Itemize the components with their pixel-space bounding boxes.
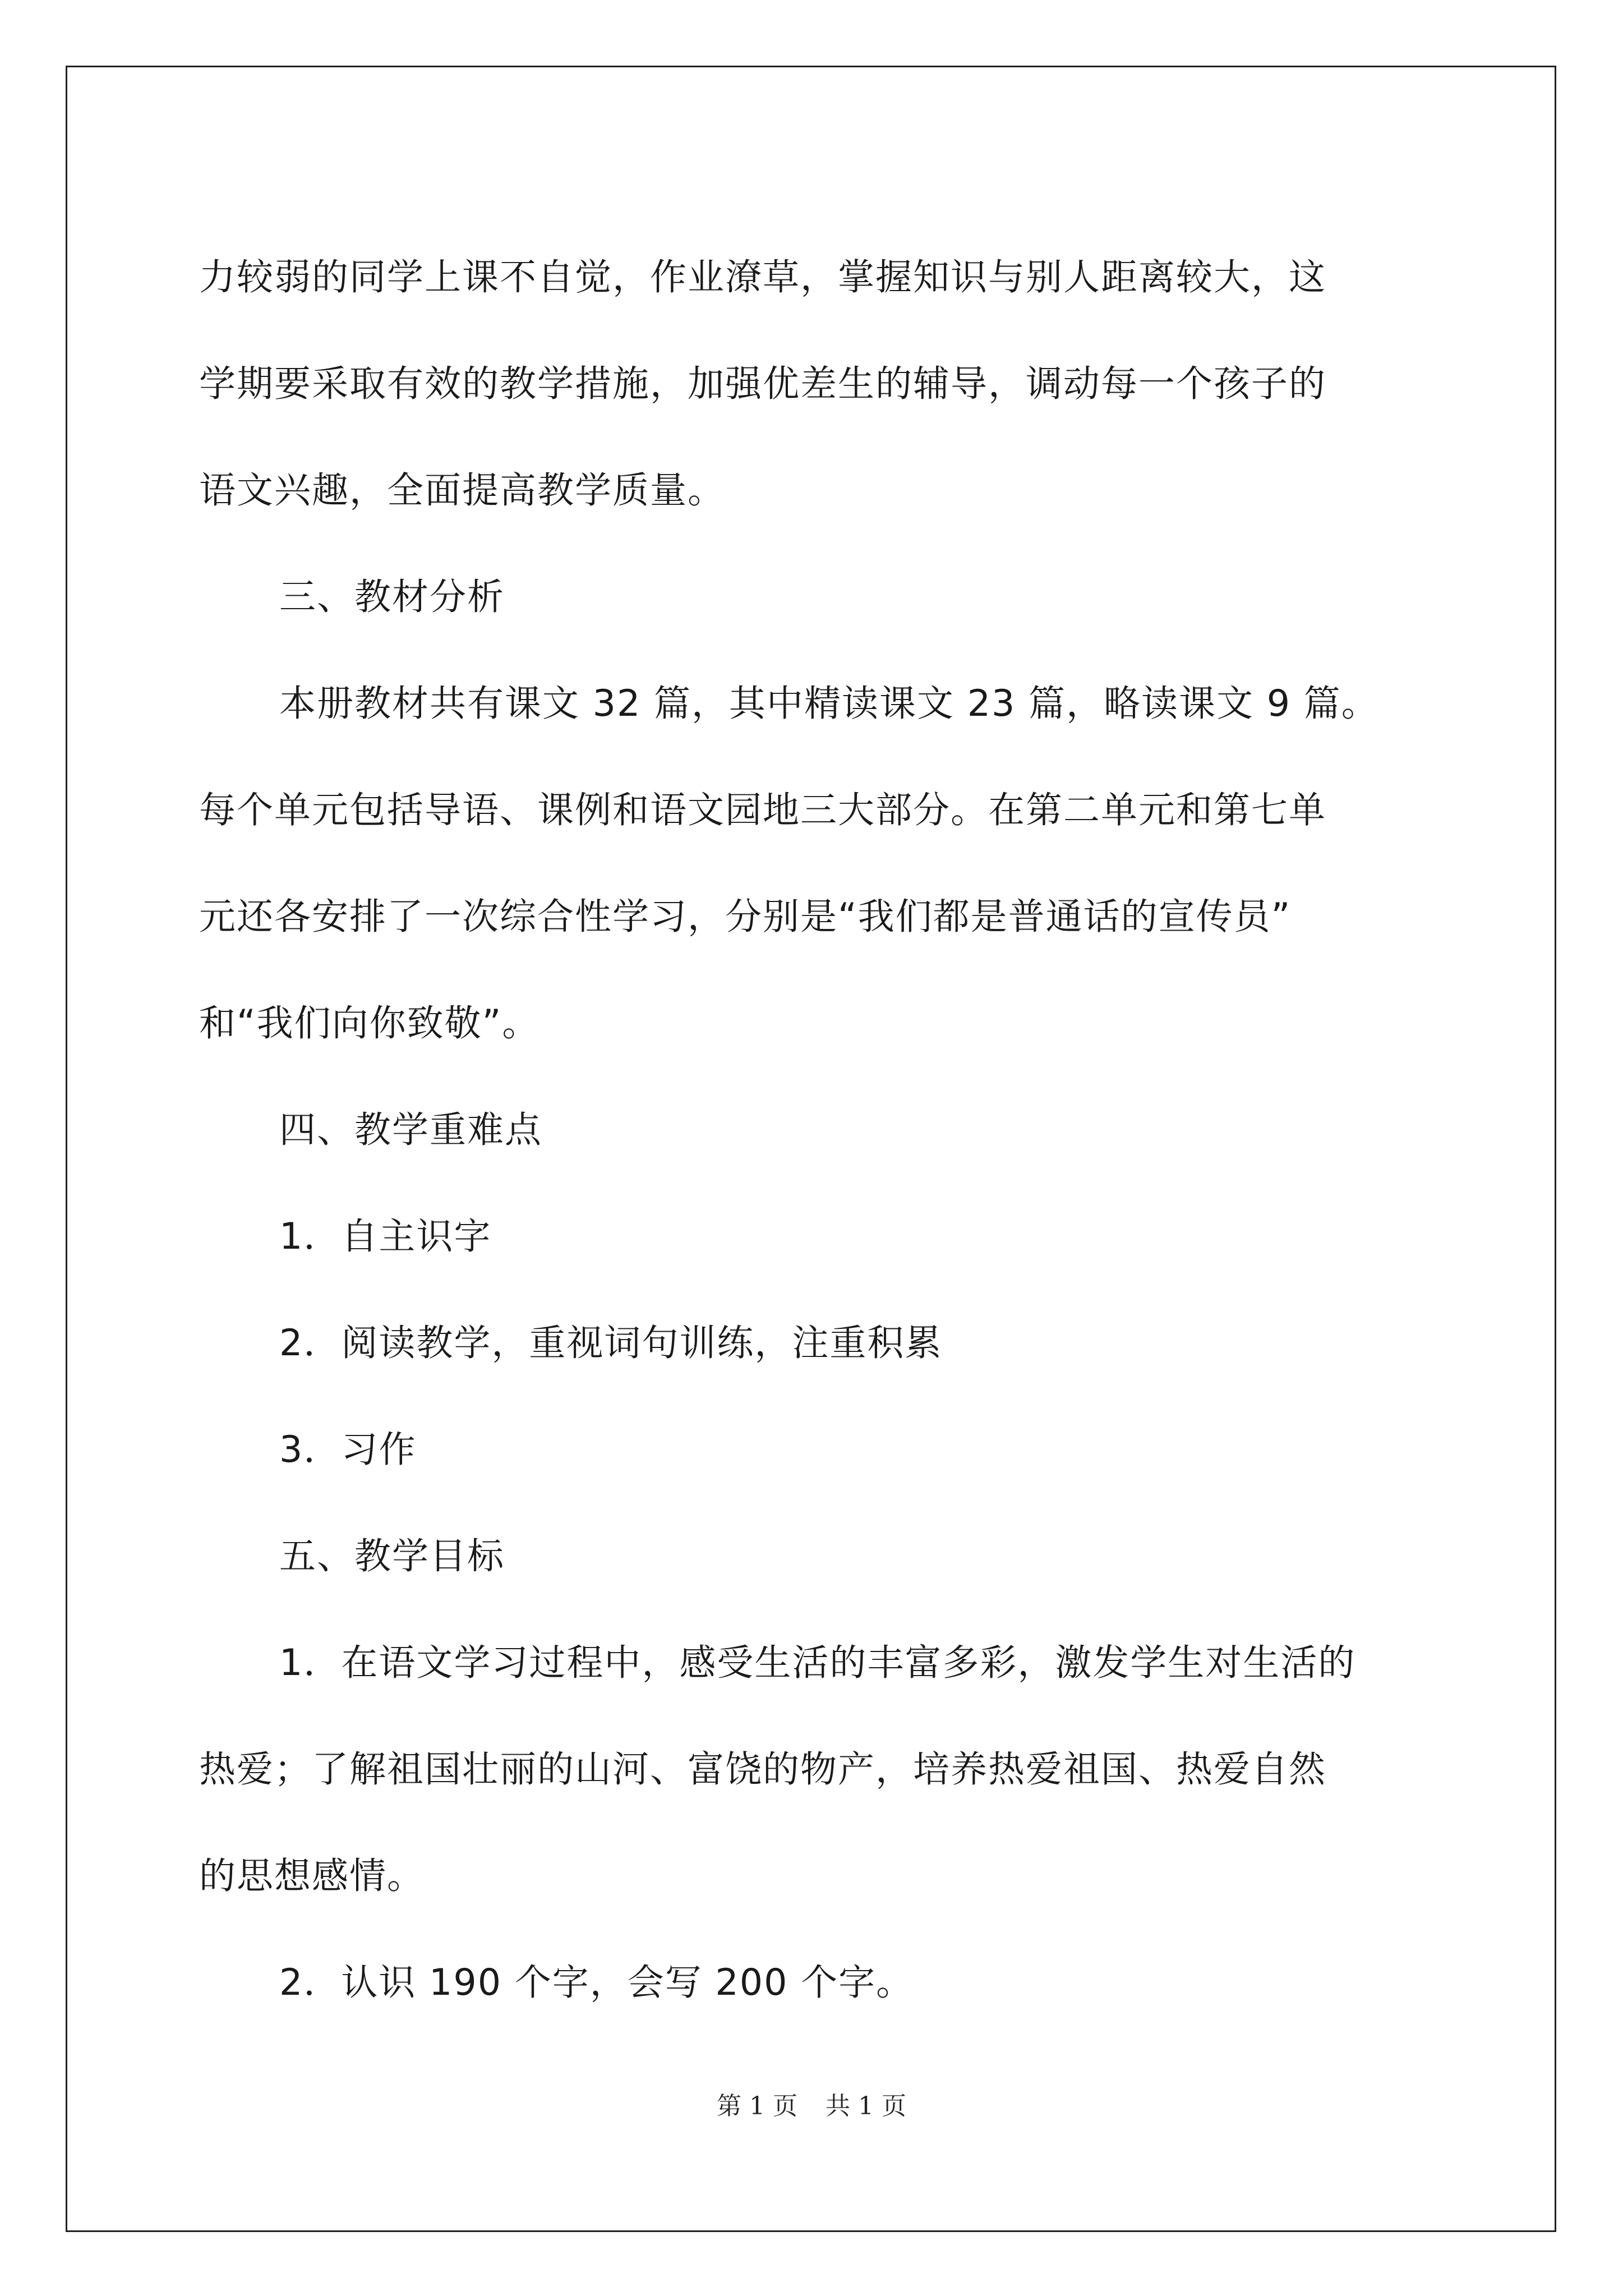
section-heading: 三、教材分析: [279, 576, 505, 618]
page-number: 第 1 页: [717, 2092, 797, 2120]
paragraph-line: 学期要采取有效的教学措施，加强优差生的辅导，调动每一个孩子的: [199, 363, 1327, 405]
paragraph-line: 热爱；了解祖国壮丽的山河、富饶的物产，培养热爱祖国、热爱自然: [199, 1749, 1327, 1791]
paragraph-line: 每个单元包括导语、课例和语文园地三大部分。在第二单元和第七单: [199, 789, 1327, 831]
list-item: 1．自主识字: [279, 1216, 492, 1258]
list-item: 2．认识 190 个字，会写 200 个字。: [279, 1962, 914, 2004]
list-item: 3．习作: [279, 1429, 417, 1471]
list-item: 1．在语文学习过程中，感受生活的丰富多彩，激发学生对生活的: [279, 1642, 1356, 1684]
paragraph-line: 本册教材共有课文 32 篇，其中精读课文 23 篇，略读课文 9 篇。: [279, 683, 1379, 725]
section-heading: 四、教学重难点: [279, 1109, 543, 1151]
section-heading: 五、教学目标: [279, 1535, 505, 1577]
paragraph-line: 元还各安排了一次综合性学习，分别是“我们都是普通话的宣传员”: [199, 896, 1292, 938]
page-total: 共 1 页: [826, 2092, 906, 2120]
document-body: [199, 224, 1433, 2036]
paragraph-line: 的思想感情。: [199, 1855, 425, 1897]
paragraph-line: 力较弱的同学上课不自觉，作业潦草，掌握知识与别人距离较大，这: [199, 256, 1327, 298]
list-item: 2．阅读教学，重视词句训练，注重积累: [279, 1322, 943, 1364]
page-footer: [0, 2086, 1623, 2122]
paragraph-line: 和“我们向你致敬”。: [199, 1002, 540, 1045]
paragraph-line: 语文兴趣，全面提高教学质量。: [199, 470, 726, 512]
